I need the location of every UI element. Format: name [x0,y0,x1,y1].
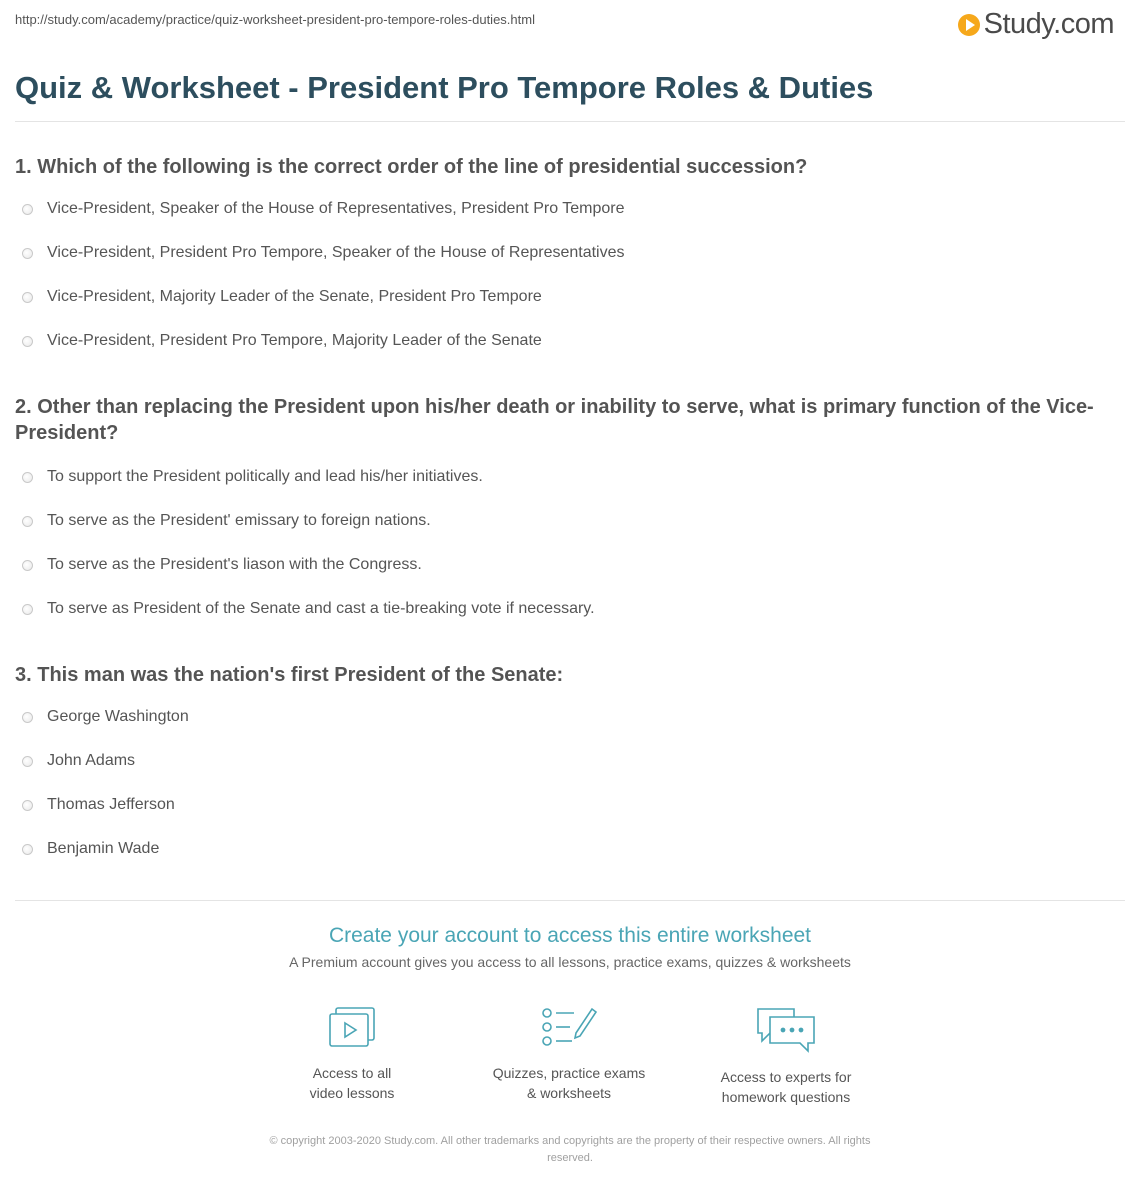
q1-option-3[interactable] [22,288,542,306]
option-label: Thomas Jefferson [47,796,175,813]
question-1: 1. Which of the following is the correct order of the line of presidential succession? [15,156,808,178]
option-label: Vice-President, Speaker of the House of Representatives, President Pro Tempore [47,200,625,217]
copyright-footer [0,1133,1140,1167]
radio-button[interactable] [22,800,33,811]
feature-label [469,1063,669,1103]
feature-label [252,1063,452,1103]
cta-divider [15,900,1125,901]
feature-quizzes [469,1005,669,1103]
radio-button[interactable] [22,336,33,347]
header-divider [15,121,1125,122]
q2-option-1[interactable] [22,468,483,486]
option-label: To serve as the President's liason with the Congress. [47,556,422,573]
q1-option-4[interactable] [22,332,542,350]
question-3: 3. This man was the nation's first President of the Senate: [15,664,564,686]
option-label: Vice-President, Majority Leader of the Senate, President Pro Tempore [47,288,542,305]
feature-label-line: Quizzes, practice exams [492,1065,646,1081]
option-label: To support the President politically and lead his/her initiatives. [47,468,483,485]
logo-text: Study.com [983,8,1114,40]
option-label: To serve as the President' emissary to foreign nations. [47,512,431,529]
option-label: Vice-President, President Pro Tempore, Majority Leader of the Senate [47,332,542,349]
q3-option-2[interactable] [22,752,135,770]
feature-label-line: Access to all [312,1065,392,1081]
option-label: John Adams [47,752,136,769]
feature-label-line: & worksheets [526,1085,612,1101]
q3-option-4[interactable] [22,840,159,858]
page-url: http://study.com/academy/practice/quiz-worksheet-president-pro-tempore-roles-duties.html [15,12,535,27]
q3-option-1[interactable] [22,708,189,726]
feature-label [686,1067,886,1107]
q2-option-3[interactable] [22,556,422,574]
option-label: Benjamin Wade [47,840,160,857]
q1-option-1[interactable] [22,200,625,218]
q3-option-3[interactable] [22,796,175,814]
q1-option-2[interactable] [22,244,625,262]
feature-label-line: video lessons [309,1085,395,1101]
feature-experts [686,1005,886,1107]
study-logo[interactable] [958,8,1114,41]
q2-option-2[interactable] [22,512,431,530]
video-lessons-icon [326,1005,378,1051]
option-label: Vice-President, President Pro Tempore, Speaker of the House of Representatives [47,244,625,261]
radio-button[interactable] [22,756,33,767]
radio-button[interactable] [22,604,33,615]
play-logo-icon [958,14,980,36]
radio-button[interactable] [22,516,33,527]
experts-chat-icon [754,1005,818,1055]
radio-button[interactable] [22,204,33,215]
page-title: Quiz & Worksheet - President Pro Tempore Roles & Duties [15,70,874,105]
radio-button[interactable] [22,472,33,483]
cta-title[interactable]: Create your account to access this entire worksheet [328,924,812,947]
cta-subtitle: A Premium account gives you access to all lessons, practice exams, quizzes & worksheets [289,954,851,970]
feature-label-line: Access to experts for [720,1069,852,1085]
feature-label-line: homework questions [721,1089,851,1105]
q2-option-4[interactable] [22,600,595,618]
radio-button[interactable] [22,248,33,259]
radio-button[interactable] [22,712,33,723]
option-label: To serve as President of the Senate and cast a tie-breaking vote if necessary. [47,600,595,617]
option-label: George Washington [47,708,189,725]
quizzes-icon [540,1005,598,1051]
feature-video-lessons [252,1005,452,1103]
copyright-line: © copyright 2003-2020 Study.com. All other trademarks and copyrights are the property of their respective owners. All rights [269,1135,871,1147]
radio-button[interactable] [22,292,33,303]
question-2: 2. Other than replacing the President upon his/her death or inability to serve, what is primary function of the Vice-President? [15,396,1094,444]
radio-button[interactable] [22,560,33,571]
copyright-line: reserved. [547,1152,593,1164]
radio-button[interactable] [22,844,33,855]
